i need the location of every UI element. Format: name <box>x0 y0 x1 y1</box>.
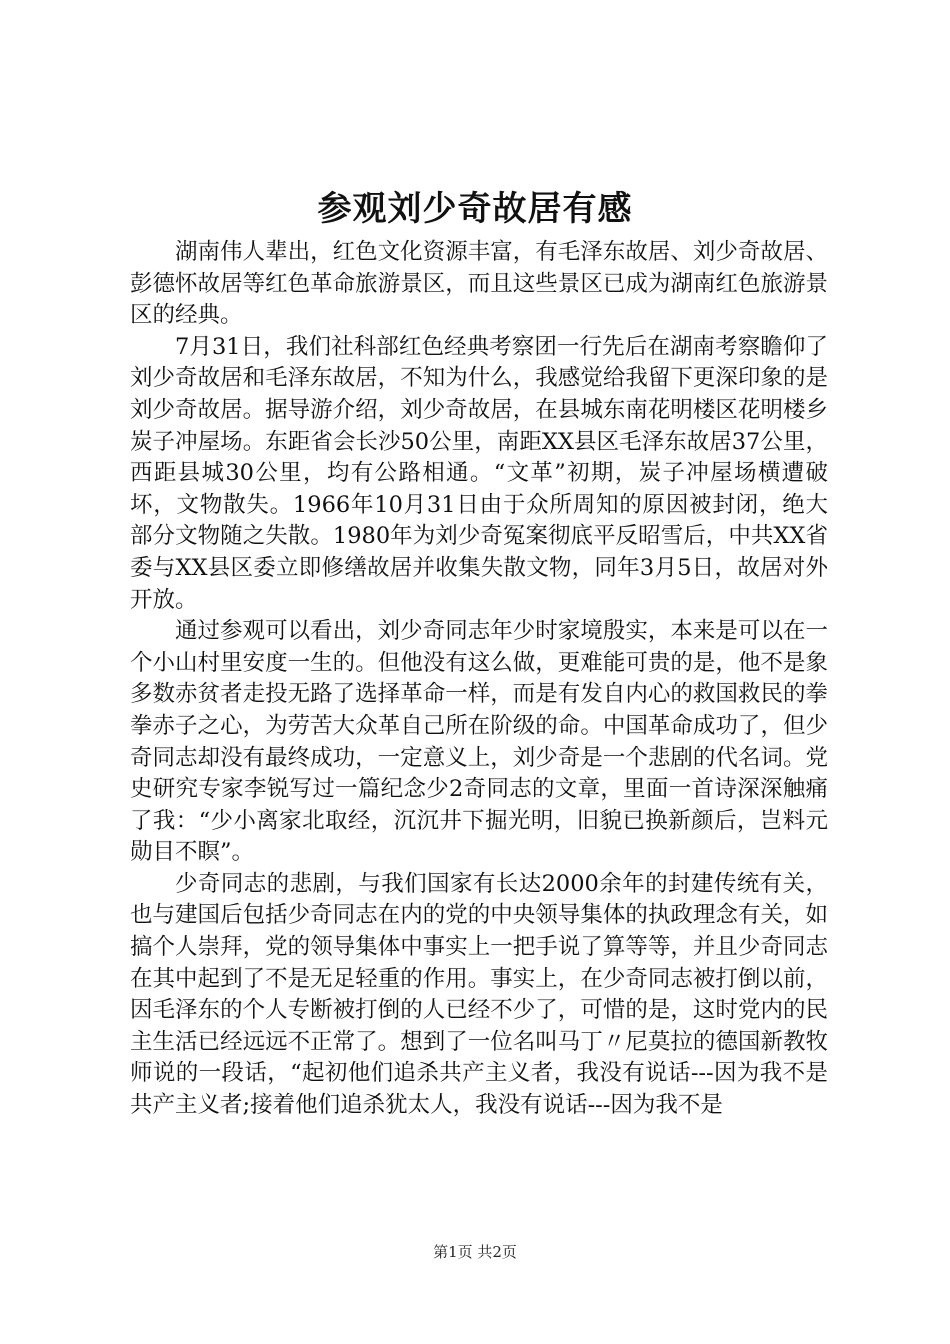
paragraph-4: 少奇同志的悲剧，与我们国家有长达2000余年的封建传统有关，也与建国后包括少奇同志在内的党的中央领导集体的执政理念有关，如搞个人崇拜，党的领导集体中事实上一把手说了算等等，并且少奇同志在其中起到了不是无足轻重的作用。事实上，在少奇同志被打倒以前，因毛泽东的个人专断被打倒的人已经不少了，可惜的是，这时党内的民主生活已经远远不正常了。想到了一位名叫马丁〃尼莫拉的德国新教牧师说的一段话，“起初他们追杀共产主义者，我没有说话---因为我不是共产主义者;接着他们追杀犹太人，我没有说话---因为我不是 <box>130 870 828 1119</box>
page-number-footer: 第1页 共2页 <box>433 1243 517 1261</box>
paragraph-3: 通过参观可以看出，刘少奇同志年少时家境殷实，本来是可以在一个小山村里安度一生的。但他没有这么做，更难能可贵的是，他不是象多数赤贫者走投无路了选择革命一样，而是有发自内心的救国救民的拳拳赤子之心，为劳苦大众革自己所在阶级的命。中国革命成功了，但少奇同志却没有最终成功，一定意义上，刘少奇是一个悲剧的代名词。党史研究专家李锐写过一篇纪念少2奇同志的文章，里面一首诗深深触痛了我：“少小离家北取经，沉沉井下掘光明，旧貌已换新颜后，岂料元勋目不瞑”。 <box>130 618 828 866</box>
document-title: 参观刘少奇故居有感 <box>317 189 633 229</box>
paragraph-2: 7月31日，我们社科部红色经典考察团一行先后在湖南考察瞻仰了刘少奇故居和毛泽东故居，不知为什么，我感觉给我留下更深印象的是刘少奇故居。据导游介绍，刘少奇故居，在县城东南花明楼区花明楼乡炭子冲屋场。东距省会长沙50公里，南距XX县区毛泽东故居37公里，西距县城30公里，均有公路相通。“文革”初期，炭子冲屋场横遭破坏，文物散失。1966年10月31日由于众所周知的原因被封闭，绝大部分文物随之失散。1980年为刘少奇冤案彻底平反昭雪后，中共XX省委与XX县区委立即修缮故居并收集失散文物，同年3月5日，故居对外开放。 <box>130 333 828 613</box>
paragraph-1: 湖南伟人辈出，红色文化资源丰富，有毛泽东故居、刘少奇故居、彭德怀故居等红色革命旅游景区，而且这些景区已成为湖南红色旅游景区的经典。 <box>130 239 828 329</box>
document-body <box>130 237 828 1122</box>
